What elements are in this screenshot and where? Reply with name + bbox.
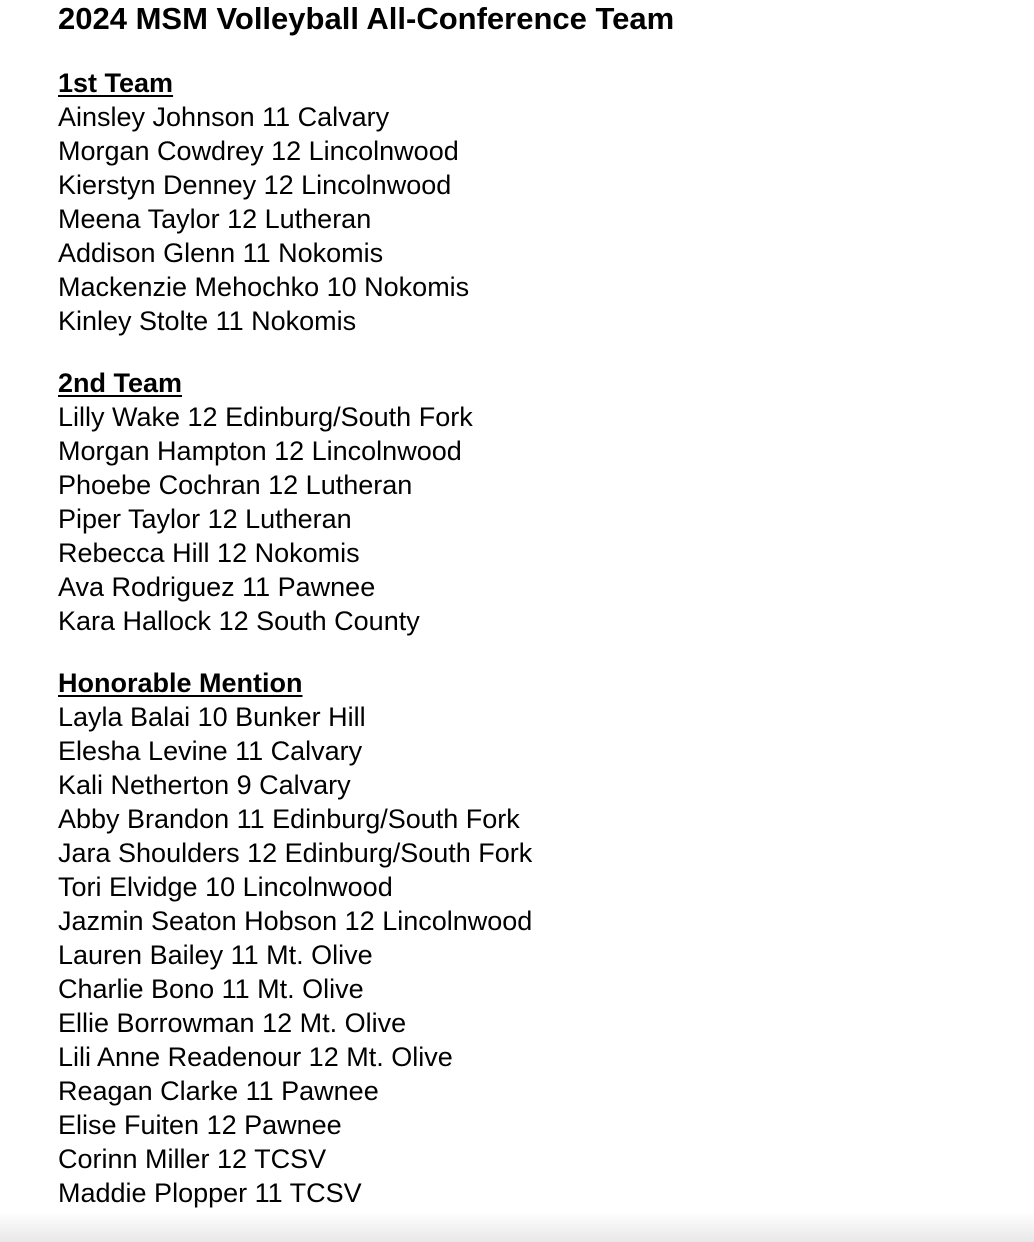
list-item: Lili Anne Readenour 12 Mt. Olive — [58, 1042, 453, 1072]
section-heading: 2nd Team — [58, 368, 183, 398]
list-item: Addison Glenn 11 Nokomis — [58, 238, 384, 268]
list-item: Jara Shoulders 12 Edinburg/South Fork — [58, 838, 533, 868]
list-item: Elesha Levine 11 Calvary — [58, 736, 363, 766]
list-item: Rebecca Hill 12 Nokomis — [58, 538, 360, 568]
list-item: Morgan Cowdrey 12 Lincolnwood — [58, 136, 459, 166]
list-item: Phoebe Cochran 12 Lutheran — [58, 470, 413, 500]
list-item: Reagan Clarke 11 Pawnee — [58, 1076, 379, 1106]
bottom-shadow — [0, 1212, 1034, 1242]
list-item: Meena Taylor 12 Lutheran — [58, 204, 372, 234]
list-item: Kara Hallock 12 South County — [58, 606, 420, 636]
list-item: Charlie Bono 11 Mt. Olive — [58, 974, 364, 1004]
list-item: Kinley Stolte 11 Nokomis — [58, 306, 357, 336]
list-item: Mackenzie Mehochko 10 Nokomis — [58, 272, 470, 302]
section-honorable-mention — [58, 666, 1018, 1210]
list-item: Maddie Plopper 11 TCSV — [58, 1178, 362, 1208]
list-item: Ainsley Johnson 11 Calvary — [58, 102, 390, 132]
list-item: Abby Brandon 11 Edinburg/South Fork — [58, 804, 520, 834]
list-item: Kali Netherton 9 Calvary — [58, 770, 351, 800]
player-list — [58, 700, 1018, 1210]
player-list — [58, 100, 1018, 338]
document — [58, 0, 1018, 1210]
page-title: 2024 MSM Volleyball All-Conference Team — [58, 1, 675, 36]
list-item: Layla Balai 10 Bunker Hill — [58, 702, 366, 732]
section-second-team — [58, 366, 1018, 638]
player-list — [58, 400, 1018, 638]
list-item: Lauren Bailey 11 Mt. Olive — [58, 940, 373, 970]
list-item: Kierstyn Denney 12 Lincolnwood — [58, 170, 452, 200]
list-item: Lilly Wake 12 Edinburg/South Fork — [58, 402, 473, 432]
list-item: Ava Rodriguez 11 Pawnee — [58, 572, 376, 602]
list-item: Ellie Borrowman 12 Mt. Olive — [58, 1008, 407, 1038]
section-heading: 1st Team — [58, 68, 174, 98]
list-item: Elise Fuiten 12 Pawnee — [58, 1110, 342, 1140]
section-heading: Honorable Mention — [58, 668, 303, 698]
section-first-team — [58, 66, 1018, 338]
list-item: Corinn Miller 12 TCSV — [58, 1144, 327, 1174]
list-item: Morgan Hampton 12 Lincolnwood — [58, 436, 462, 466]
list-item: Tori Elvidge 10 Lincolnwood — [58, 872, 393, 902]
list-item: Jazmin Seaton Hobson 12 Lincolnwood — [58, 906, 533, 936]
list-item: Piper Taylor 12 Lutheran — [58, 504, 352, 534]
